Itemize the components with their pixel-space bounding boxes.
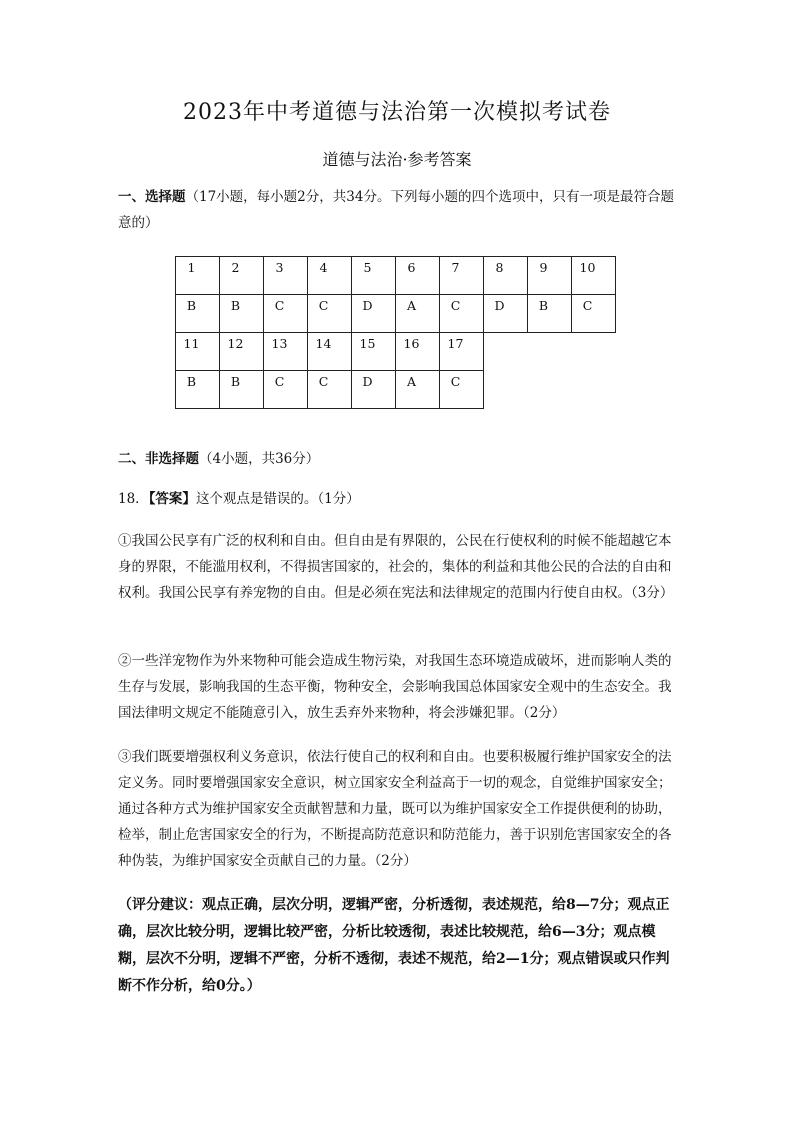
table-cell: 16 [396, 333, 440, 371]
table-row-answers-2 [176, 371, 616, 409]
section2-heading: 二、非选择题 [118, 451, 199, 467]
table-cell: 13 [264, 333, 308, 371]
table-cell: 10 [572, 257, 616, 295]
section2-intro [118, 446, 678, 472]
table-cell: A [396, 371, 440, 409]
table-cell: 15 [352, 333, 396, 371]
table-cell: 14 [308, 333, 352, 371]
table-cell: D [352, 371, 396, 409]
table-row-numbers-1 [176, 257, 616, 295]
table-cell-empty [528, 333, 572, 371]
table-cell: B [220, 371, 264, 409]
table-cell: B [176, 371, 220, 409]
answer-tag: 【答案】 [148, 491, 196, 507]
table-cell-empty [484, 333, 528, 371]
table-cell: A [396, 295, 440, 333]
table-cell: B [220, 295, 264, 333]
table-cell: 3 [264, 257, 308, 295]
table-cell: 6 [396, 257, 440, 295]
section1-heading: 一、选择题 [118, 189, 186, 205]
table-cell: D [352, 295, 396, 333]
question-18-answer [118, 486, 678, 512]
table-cell: 8 [484, 257, 528, 295]
table-cell-empty [528, 371, 572, 409]
table-cell: 12 [220, 333, 264, 371]
table-cell: C [308, 295, 352, 333]
table-cell: C [308, 371, 352, 409]
answer-paragraph-2: ②一些洋宠物作为外来物种可能会造成生物污染，对我国生态环境造成破坏，进而影响人类的生存与发展，影响我国的生态平衡，物种安全，会影响我国总体国家安全观中的生态安全。我国法律明文规定不能随意引入，放生丢弃外来物种，将会涉嫌犯罪。（2分） [118, 653, 672, 721]
table-cell: B [528, 295, 572, 333]
table-row-answers-1 [176, 295, 616, 333]
table-cell: B [176, 295, 220, 333]
table-cell: 9 [528, 257, 572, 295]
table-cell-empty [572, 371, 616, 409]
document-title: 2023年中考道德与法治第一次模拟考试卷 [183, 100, 611, 125]
answer-paragraph-1: ①我国公民享有广泛的权利和自由。但自由是有界限的，公民在行使权利的时候不能超越它本身的界限，不能滥用权利，不得损害国家的，社会的，集体的利益和其他公民的合法的自由和权利。我国公民享有养宠物的自由。但是必须在宪法和法律规定的范围内行使自由权。（3分） [118, 533, 674, 601]
table-cell: C [440, 371, 484, 409]
section2-description: （4小题，共36分） [199, 451, 320, 467]
section1-intro [118, 184, 678, 236]
table-cell: 2 [220, 257, 264, 295]
table-cell: C [572, 295, 616, 333]
document-subtitle: 道德与法治·参考答案 [322, 150, 472, 169]
table-cell: 4 [308, 257, 352, 295]
answer-table [175, 256, 616, 409]
table-cell: C [440, 295, 484, 333]
table-cell: 17 [440, 333, 484, 371]
answer-statement: 这个观点是错误的。（1分） [195, 491, 360, 507]
table-cell: C [264, 295, 308, 333]
table-cell: C [264, 371, 308, 409]
table-cell: 1 [176, 257, 220, 295]
table-cell-empty [572, 333, 616, 371]
table-cell: 7 [440, 257, 484, 295]
question-number: 18． [118, 491, 149, 507]
table-cell-empty [484, 371, 528, 409]
answer-paragraph-3: ③我们既要增强权利义务意识，依法行使自己的权利和自由。也要积极履行维护国家安全的法定义务。同时要增强国家安全意识，树立国家安全利益高于一切的观念，自觉维护国家安全；通过各种方式为维护国家安全贡献智慧和力量，既可以为维护国家安全工作提供便利的协助，检举，制止危害国家安全的行为，不断提高防范意识和防范能力，善于识别危害国家安全的各种伪装，为维护国家安全贡献自己的力量。（2分） [118, 749, 672, 869]
grading-suggestion: （评分建议：观点正确，层次分明，逻辑严密，分析透彻，表述规范，给8—7分；观点正确，层次比较分明，逻辑比较严密，分析比较透彻，表述比较规范，给6—3分；观点模糊，层次不分明，逻辑不严密，分析不透彻，表述不规范，给2—1分；观点错误或只作判断不作分析，给0分。） [118, 897, 670, 994]
table-row-numbers-2 [176, 333, 616, 371]
table-cell: D [484, 295, 528, 333]
table-cell: 5 [352, 257, 396, 295]
section1-description: （17小题，每小题2分，共34分。下列每小题的四个选项中，只有一项是最符合题意的） [118, 189, 674, 231]
table-cell: 11 [176, 333, 220, 371]
